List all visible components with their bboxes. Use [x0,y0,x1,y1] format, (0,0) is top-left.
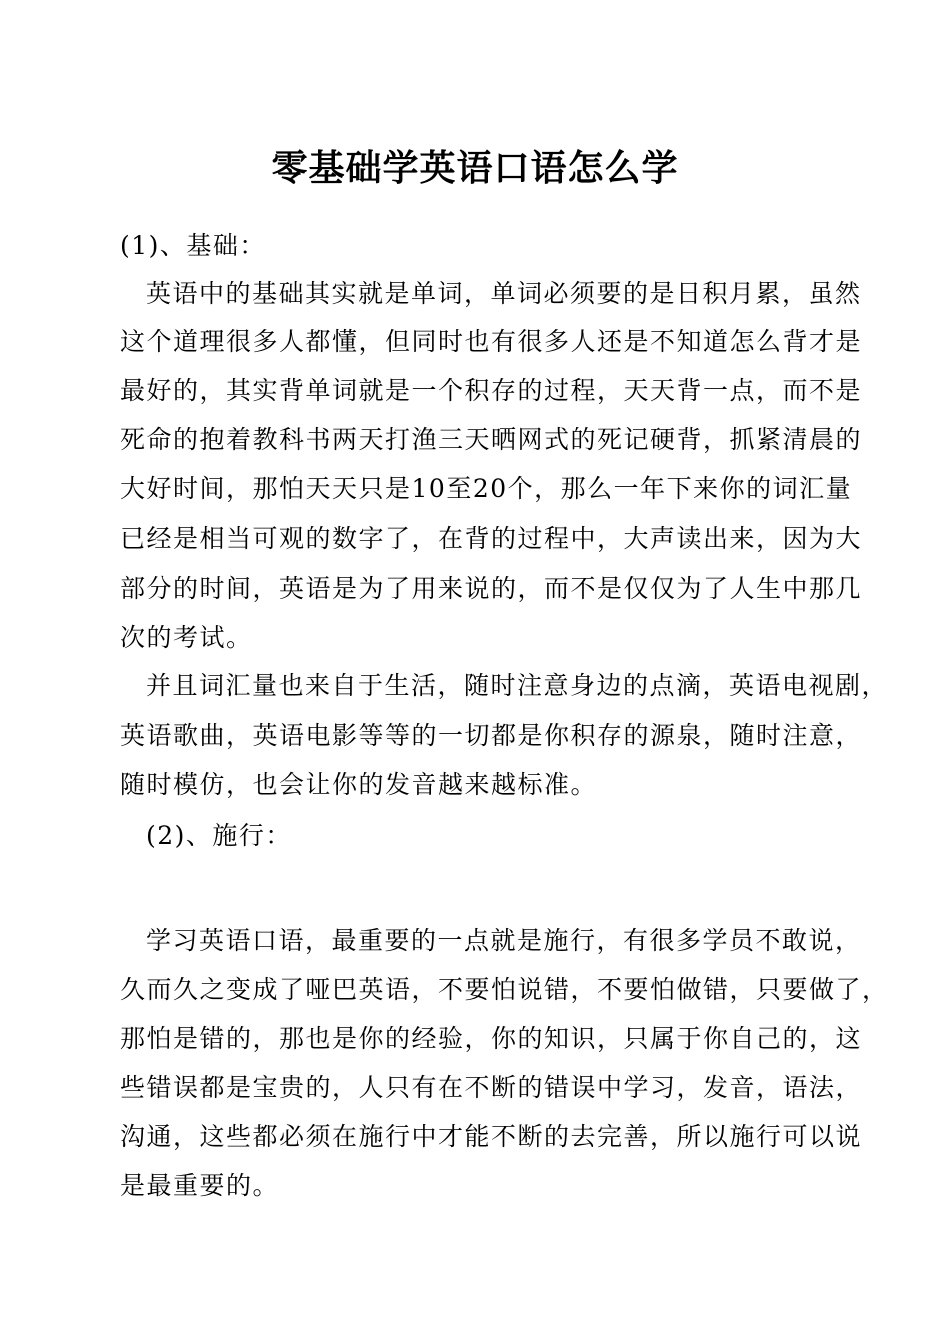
paragraph-line: 久而久之变成了哑巴英语，不要怕说错，不要怕做错，只要做了， [120,975,889,1004]
section-heading-basics: (1)、基础： [120,231,266,260]
paragraph-line: 学习英语口语，最重要的一点就是施行，有很多学员不敢说， [146,926,862,955]
paragraph-line: 是最重要的。 [120,1171,280,1200]
paragraph-line: 英语歌曲，英语电影等等的一切都是你积存的源泉，随时注意， [120,721,863,750]
paragraph-line: 并且词汇量也来自于生活，随时注意身边的点滴，英语电视剧， [146,671,889,700]
paragraph-line: 大好时间，那怕天天只是10至20个，那么一年下来你的词汇量 [120,474,853,503]
paragraph-line: 英语中的基础其实就是单词，单词必须要的是日积月累，虽然 [146,279,862,308]
section-heading-practice: (2)、施行： [146,821,292,850]
paragraph-line: 随时模仿，也会让你的发音越来越标准。 [120,770,598,799]
paragraph-line: 次的考试。 [120,623,253,652]
paragraph-line: 死命的抱着教科书两天打渔三天晒网式的死记硬背，抓紧清晨的 [120,425,863,454]
paragraph-line: 些错误都是宝贵的，人只有在不断的错误中学习，发音，语法， [120,1073,863,1102]
paragraph-line: 那怕是错的，那也是你的经验，你的知识，只属于你自己的，这 [120,1024,863,1053]
paragraph-line: 沟通，这些都必须在施行中才能不断的去完善，所以施行可以说 [120,1122,863,1151]
paragraph-line: 最好的，其实背单词就是一个积存的过程，天天背一点，而不是 [120,376,863,405]
paragraph-line: 已经是相当可观的数字了，在背的过程中，大声读出来，因为大 [120,524,863,553]
document-title: 零基础学英语口语怎么学 [271,147,679,189]
paragraph-line: 这个道理很多人都懂，但同时也有很多人还是不知道怎么背才是 [120,327,863,356]
paragraph-line: 部分的时间，英语是为了用来说的，而不是仅仅为了人生中那几 [120,574,863,603]
